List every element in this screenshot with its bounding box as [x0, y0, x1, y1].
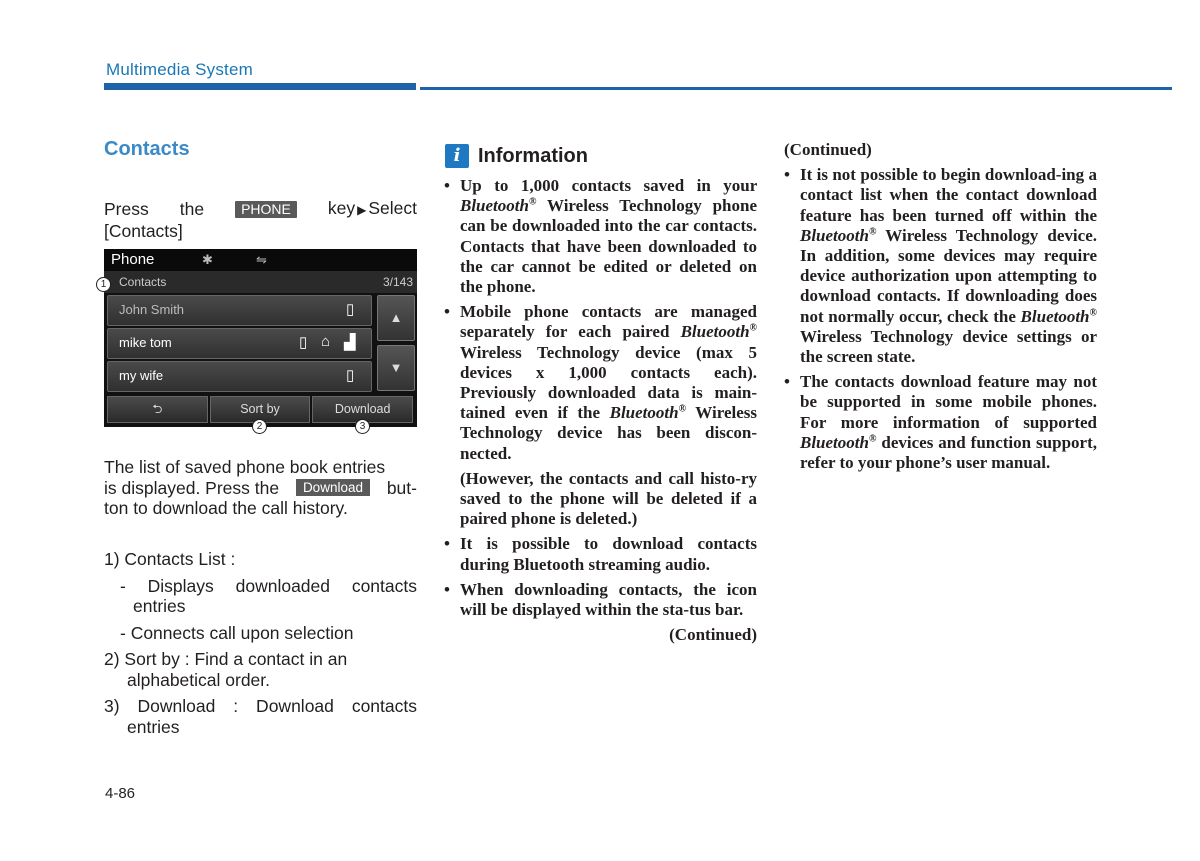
screen-title: Phone [111, 251, 155, 268]
sort-by-button[interactable]: Sort by [210, 396, 311, 423]
phone-screen-illustration [104, 249, 417, 427]
information-body [444, 176, 757, 645]
text-fragment: but- [386, 477, 417, 498]
screen-status-bar [104, 249, 417, 271]
contact-row[interactable] [107, 361, 372, 392]
contact-row[interactable] [107, 328, 372, 359]
header-rule-dark [104, 83, 416, 90]
usb-icon: ⇋ [256, 252, 267, 267]
contacts-label: Contacts [119, 275, 167, 289]
information-title: Information [478, 144, 588, 167]
mobile-icon: ▯ [346, 301, 355, 318]
arrow-right-icon: ▶ [357, 203, 367, 217]
instruction-paragraph [104, 198, 417, 241]
office-icon: ▟ [344, 334, 356, 351]
section-title: Contacts [104, 138, 190, 160]
bluetooth-term: Bluetooth [800, 225, 869, 245]
info-bullet: • It is possible to download contacts during Bluetooth streaming audio. [444, 534, 757, 574]
bluetooth-term: Bluetooth [800, 432, 869, 452]
triangle-down-icon: ▼ [389, 360, 403, 375]
bluetooth-term: Bluetooth [460, 196, 529, 216]
bluetooth-term: Bluetooth [609, 403, 679, 423]
continued-label: (Continued) [669, 625, 757, 645]
info-bullet: • Mobile phone contacts are managed separately for each paired Bluetooth® Wireless Technology device (max 5 devices x 1,000 contacts each). Previously downloaded data is main-tained even if the Bluetooth® Wireless Technology device has been discon-nected. [444, 302, 757, 464]
description-paragraph [104, 457, 417, 519]
contact-row[interactable] [107, 295, 372, 326]
information-heading [445, 144, 588, 168]
list-item: 3) Download : Download contacts entries [104, 696, 417, 737]
information-continued [784, 140, 1097, 478]
list-item: 2) Sort by : Find a contact in an alphabetical order. [104, 649, 348, 690]
phone-key-badge: PHONE [235, 201, 297, 218]
contact-name: my wife [119, 368, 164, 383]
list-item: 1) Contacts List : [104, 549, 236, 569]
text-line: ton to download the call history. [104, 498, 348, 518]
download-badge: Download [296, 479, 370, 496]
info-bullet: • When downloading contacts, the icon will be displayed within the sta-tus bar. [444, 580, 757, 620]
word: Select [368, 198, 417, 218]
list-subitem: - Displays downloaded contacts entries [120, 575, 417, 616]
info-bullet: • The contacts download feature may not be supported in some mobile phones. For more information of supported Bluetooth® devices and function support, refer to your phone’s user manual. [784, 372, 1097, 473]
contacts-count: 3/143 [382, 275, 413, 289]
home-icon: ⌂ [321, 333, 331, 350]
text-fragment: is displayed. Press the [104, 477, 280, 498]
list-subitem: - Connects call upon selection [120, 622, 354, 643]
instruction-line-2: [Contacts] [104, 220, 183, 241]
callout-3: 3 [355, 419, 370, 434]
info-note: (However, the contacts and call histo-ry saved to the phone will be deleted if a paired phone is deleted.) [460, 468, 757, 529]
back-button[interactable] [107, 396, 208, 423]
word: key [327, 198, 356, 218]
feature-list [104, 549, 417, 737]
mobile-icon: ▯ [299, 334, 308, 351]
info-icon: i [445, 144, 469, 168]
bluetooth-icon: ✱ [202, 252, 213, 267]
header-rule [420, 87, 1172, 90]
bluetooth-term: Bluetooth [680, 322, 750, 342]
back-arrow-icon: ⮌ [152, 402, 163, 416]
word: Press [104, 199, 149, 219]
info-bullet: • It is not possible to begin download-ing a contact list when the contact download feature has been turned off within the Bluetooth® Wireless Technology device. In addition, some devices may require device authorization upon attempting to download contacts. If downloading does not normally occur, check the Bluetooth® Wireless Technology device settings or the screen state. [784, 165, 1097, 367]
triangle-up-icon: ▲ [389, 310, 403, 325]
callout-2: 2 [252, 419, 267, 434]
download-button[interactable]: Download [312, 396, 413, 423]
bluetooth-term: Bluetooth [1020, 306, 1090, 326]
page-number: 4-86 [105, 785, 136, 802]
running-header: Multimedia System [106, 60, 253, 79]
word: the [179, 199, 205, 219]
scroll-up-button[interactable] [377, 295, 415, 341]
contact-name: mike tom [119, 335, 172, 350]
contact-name: John Smith [119, 302, 185, 317]
contacts-subheader [104, 271, 417, 293]
info-bullet: • Up to 1,000 contacts saved in your Bluetooth® Wireless Technology phone can be downloaded into the car contacts. Contacts that have been downloaded to the car cannot be edited or deleted on the phone. [444, 176, 757, 297]
continued-label: (Continued) [784, 140, 872, 159]
text-line: The list of saved phone book entries [104, 457, 386, 477]
scroll-down-button[interactable] [377, 345, 415, 391]
mobile-icon: ▯ [346, 367, 355, 384]
callout-1: 1 [96, 277, 111, 292]
